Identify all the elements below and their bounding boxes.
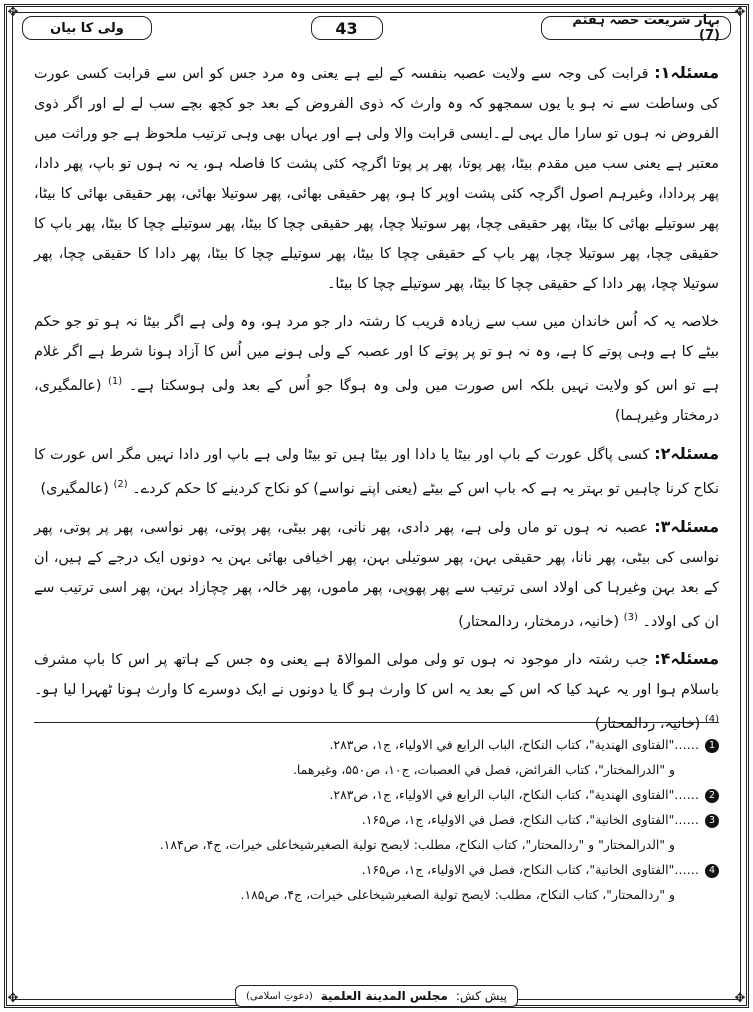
- footnote-text: ……"الفتاوی الخانية"، كتاب النكاح، فصل في الاولياء، ج۱، ص۱۶۵.: [361, 862, 700, 877]
- footnote-text: و "الدرالمختار"، كتاب الفرائض، فصل في العصبات، ج۱۰، ص۵۵۰، وغيرهما.: [292, 762, 675, 777]
- masala-label: مسئلہ۴:: [654, 649, 720, 669]
- paragraph: [34, 512, 719, 637]
- paragraph-text: قرابت کی وجہ سے ولایت عصبہ بنفسہ کے لیے ہے یعنی وہ مرد جس کو اس سے قرابت کسی عورت کی وساطت سے نہ ہو یا یوں سمجھو کہ وہ وارث کہ ذوی الفروض کے بعد جو کچھ بچے سب لے لے اور اگر ذوی الفروض نہ ہوں تو سارا مال یہی لے۔ایسی قرابت والا ولی ہے اور یہاں بھی وہی ترتیب ملحوظ ہے جو وراثت میں معتبر ہے یعنی سب میں مقدم بیٹا، پھر پوتا، پھر پر پوتا اگرچہ کئی پشت کا فاصلہ ہو، یہ نہ ہوں تو باپ، پھر دادا، پھر پردادا، وغیرہم اصول اگرچہ کئی پشت اوپر کا ہو، پھر حقیقی بھائی، پھر سوتیلا بھائی، پھر حقیقی بھائی کا بیٹا، پھر سوتیلے بھائی کا بیٹا، پھر حقیقی چچا، پھر سوتیلا چچا، پھر حقیقی چچا کا بیٹا، پھر سوتیلے چچا کا بیٹا، پھر باپ کا حقیقی چچا، پھر سوتیلا چچا، پھر باپ کے حقیقی چچا کا بیٹا، پھر سوتیلے چچا کا بیٹا، پھر دادا کا حقیقی چچا، پھر سوتیلا چچا، پھر دادا کے حقیقی چچا کا بیٹا، پھر سوتیلے چچا کا بیٹا۔: [34, 66, 719, 292]
- footnote-ref: (1): [108, 376, 123, 387]
- page-number: 43: [311, 16, 383, 40]
- footer-prefix: پیش کش:: [455, 989, 508, 1003]
- footnote-line: [34, 732, 719, 757]
- corner-ornament: ✥: [7, 5, 19, 20]
- footnote-line: [34, 857, 719, 882]
- masala-label: مسئلہ۳:: [654, 516, 719, 536]
- paragraph-text: خلاصہ یہ کہ اُس خاندان میں سب سے زیادہ قریب کا رشتہ دار جو مرد ہو، وہ ولی ہے اگر بیٹا نہ ہو تو جو حکم بیٹے کا ہے وہی پوتے کا ہے، وہ نہ ہو تو پر پوتے کا اور عصبہ کے ولی ہونے میں اُس کا آزاد ہونا شرط ہے اگر غلام ہے تو اس کو ولایت نہیں بلکہ اس صورت میں ولی وہ ہوگا جو اُس کے بعد ولی ہوسکتا ہے۔: [34, 314, 720, 394]
- footnote-number: 3: [705, 814, 719, 828]
- paragraph: [34, 644, 719, 739]
- page-header: [22, 14, 731, 42]
- publisher-box: [235, 985, 518, 1007]
- paragraph: [34, 307, 719, 431]
- paragraph-text: کسی پاگل عورت کے باپ اور بیٹا یا دادا اور بیٹا ہیں تو بیٹا ولی ہے باپ اور دادا نہیں مگر اس عورت کا نکاح کرنا چاہیں تو بہتر یہ ہے کہ باپ اس کے بیٹے (یعنی اپنے نواسے) کو نکاح کردینے کا حکم کردے۔: [34, 446, 719, 497]
- chapter-title: ولی کا بیان: [22, 16, 152, 40]
- footnote-number: 2: [705, 789, 719, 803]
- footnote-line: [34, 832, 719, 857]
- corner-ornament: ✥: [734, 991, 746, 1006]
- body-text: [34, 58, 719, 747]
- source-reference: (عالمگیری): [40, 480, 109, 497]
- footnote-divider: [34, 722, 719, 723]
- publisher-sub: (دعوتِ اسلامی): [245, 990, 313, 1002]
- footnote-number: 1: [705, 739, 719, 753]
- footnote-ref: (2): [113, 478, 128, 490]
- footnote-text: ……"الفتاوی الهندية"، كتاب النكاح، الباب الرابع في الاولياء، ج۱، ص۲۸۳.: [329, 787, 700, 802]
- footnote-line: [34, 882, 719, 907]
- page-footer: [0, 985, 753, 1007]
- source-reference: (خانیہ، ردالمحتار): [594, 716, 701, 733]
- paragraph: [34, 439, 719, 504]
- source-reference: (عالمگیری، درمختار وغیرہما): [34, 377, 719, 424]
- paragraph-text: جب رشتہ دار موجود نہ ہوں تو ولی مولی الموالاۃ ہے یعنی وہ جس کے ہاتھ پر اس کا باپ مشرف باسلام ہوا اور یہ عہد کیا کہ اس کے بعد یہ اس کا وارث ہو گا یا دونوں نے ایک دوسرے کا وارث ہونا ٹھہرا لیا ہو۔: [34, 652, 719, 699]
- paragraph: [34, 58, 719, 299]
- footnote-text: و "ردالمحتار"، كتاب النكاح، مطلب: لايصح تولية الصغيرشيخاعلى خيرات، ج۴، ص۱۸۵.: [240, 887, 675, 902]
- footnote-text: و "الدرالمختار" و "ردالمحتار"، كتاب النكاح، مطلب: لايصح تولية الصغيرشيخاعلى خيرات، ج۴، ص۱۸۴.: [159, 837, 675, 852]
- footnote-ref: (3): [623, 611, 638, 623]
- paragraph-text: عصبہ نہ ہوں تو ماں ولی ہے، پھر دادی، پھر نانی، پھر بیٹی، پھر پوتی، پھر نواسی، پھر پر پوتی، پھر نواسی کی بیٹی، پھر نانا، پھر حقیقی بہن، پھر سوتیلی بہن، پھر اخیافی بھائی بہن یہ دونوں ایک درجے کے ہیں، ان کے بعد بہن وغیرہا کی اولاد اسی ترتیب سے پھر پھوپی، پھر ماموں، پھر خالہ، پھر چچازاد بہن، پھر اسی ترتیب سے ان کی اولاد۔: [34, 519, 719, 630]
- publisher-name: مجلس المدينة العلمية: [320, 989, 448, 1003]
- corner-ornament: ✥: [734, 5, 746, 20]
- masala-label: مسئلہ۲:: [654, 443, 719, 463]
- corner-ornament: ✥: [7, 991, 19, 1006]
- source-reference: (خانیہ، درمختار، ردالمحتار): [458, 613, 620, 630]
- footnote-number: 4: [705, 864, 719, 878]
- book-title: بہار شریعت حصہ ہفتم (7): [541, 16, 731, 40]
- masala-label: مسئلہ۱:: [654, 63, 720, 82]
- footnote-line: [34, 782, 719, 807]
- footnote-line: [34, 757, 719, 782]
- footnote-text: ……"الفتاوی الهندية"، كتاب النكاح، الباب الرابع في الاولياء، ج۱، ص۲۸۳.: [329, 737, 700, 752]
- footnote-ref: (4): [704, 714, 719, 726]
- footnotes: [34, 732, 719, 907]
- footnote-text: ……"الفتاوی الخانية"، كتاب النكاح، فصل في الاولياء، ج۱، ص۱۶۵.: [361, 812, 700, 827]
- footnote-line: [34, 807, 719, 832]
